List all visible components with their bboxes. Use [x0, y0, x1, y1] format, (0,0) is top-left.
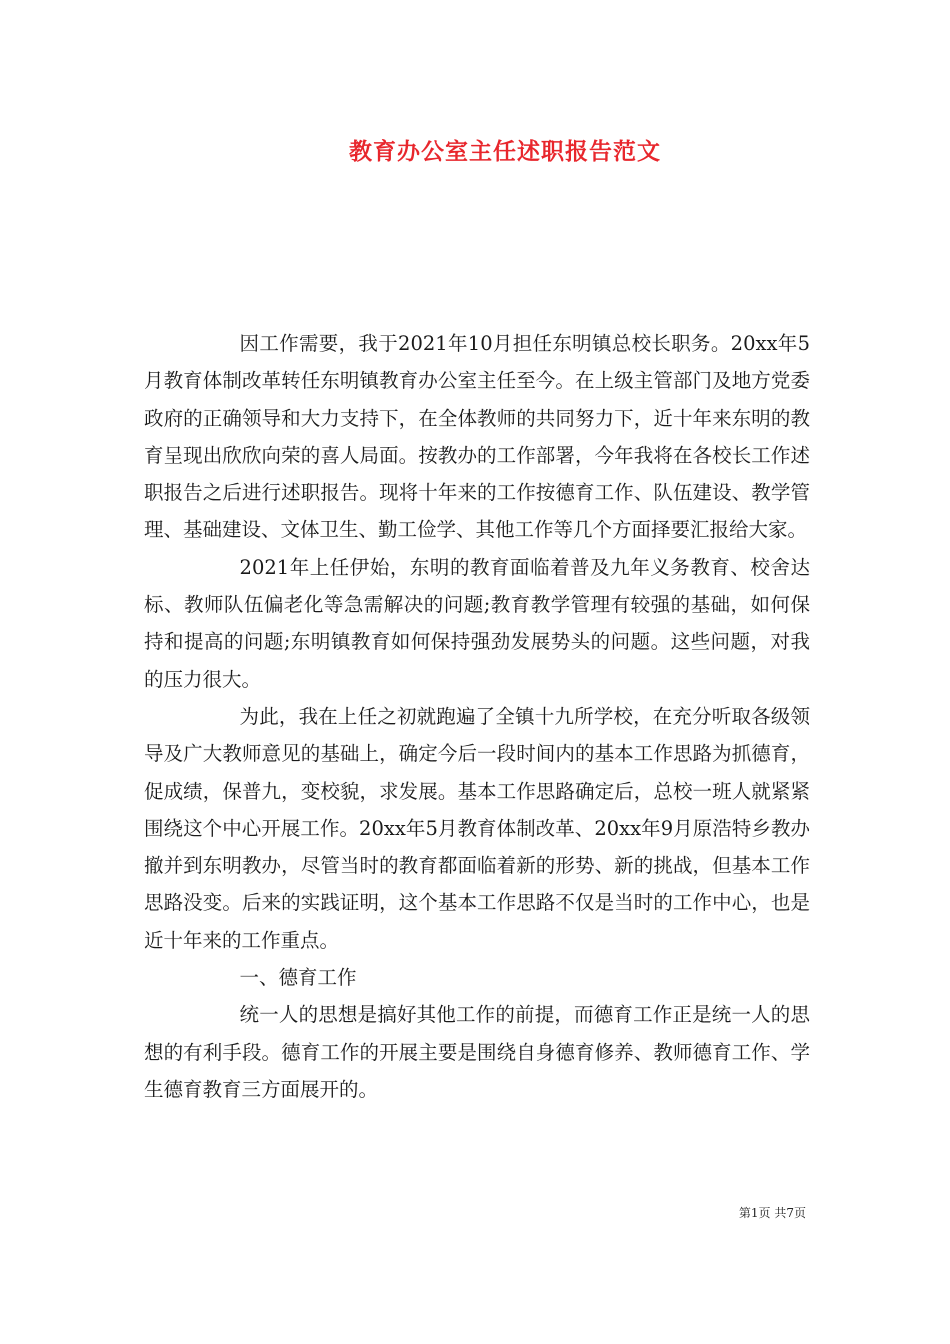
- paragraph-2: 2021年上任伊始，东明的教育面临着普及九年义务教育、校舍达标、教师队伍偏老化等急需解决的问题;教育教学管理有较强的基础，如何保持和提高的问题;东明镇教育如何保持强劲发展势头的问题。这些问题，对我的压力很大。: [144, 555, 810, 691]
- document-title: 教育办公室主任述职报告范文: [349, 138, 661, 165]
- paragraph-1: 因工作需要，我于2021年10月担任东明镇总校长职务。20xx年5月教育体制改革转任东明镇教育办公室主任至今。在上级主管部门及地方党委政府的正确领导和大力支持下，在全体教师的共同努力下，近十年来东明的教育呈现出欣欣向荣的喜人局面。按教办的工作部署，今年我将在各校长工作述职报告之后进行述职报告。现将十年来的工作按德育工作、队伍建设、教学管理、基础建设、文体卫生、勤工俭学、其他工作等几个方面择要汇报给大家。: [144, 332, 810, 542]
- paragraph-3: 为此，我在上任之初就跑遍了全镇十九所学校，在充分听取各级领导及广大教师意见的基础上，确定今后一段时间内的基本工作思路为抓德育，促成绩，保普九，变校貌，求发展。基本工作思路确定后，总校一班人就紧紧围绕这个中心开展工作。20xx年5月教育体制改革、20xx年9月原浩特乡教办撤并到东明教办，尽管当时的教育都面临着新的形势、新的挑战，但基本工作思路没变。后来的实践证明，这个基本工作思路不仅是当时的工作中心，也是近十年来的工作重点。: [144, 704, 810, 952]
- section-heading-moral-education: 一、德育工作: [239, 966, 357, 990]
- page-number-footer: 第1页 共7页: [738, 1206, 806, 1220]
- paragraph-4: 统一人的思想是搞好其他工作的前提，而德育工作正是统一人的思想的有利手段。德育工作的开展主要是围绕自身德育修养、教师德育工作、学生德育教育三方面展开的。: [144, 1003, 810, 1101]
- document-body: [144, 325, 810, 1108]
